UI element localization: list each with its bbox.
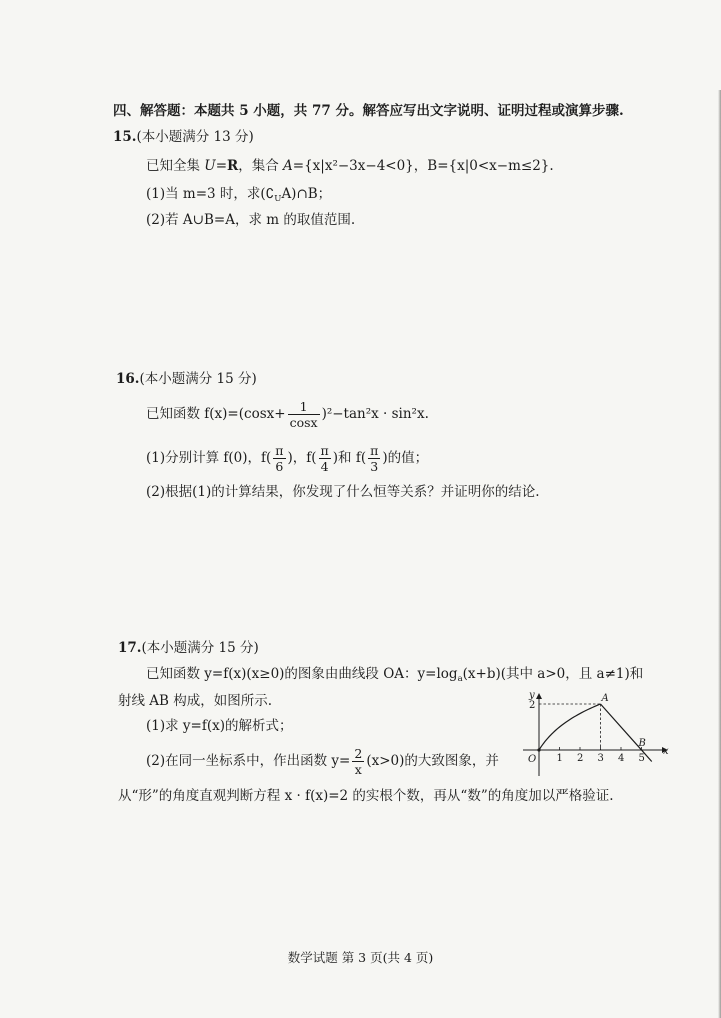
section-header-text: 四、解答题：本题共 5 小题，共 77 分。解答应写出文字说明、证明过程或演算步骤. [113,103,624,119]
origin-label: O [528,754,537,765]
curve-oa [539,704,601,750]
point-o [537,748,540,751]
page-footer [0,948,721,966]
q17-part2 [146,744,499,778]
footer-text: 数学试题 第 3 页(共 4 页) [287,950,434,965]
q16-part2 [146,482,540,502]
q16-stem-pre: 已知函数 f(x)=(cosx+ [146,406,286,422]
q16-heading [116,369,257,389]
q15-heading [113,127,254,147]
q16-part2-text: (2)根据(1)的计算结果，你发现了什么恒等关系？并证明你的结论. [146,484,540,500]
q17-score: (本小题满分 15 分) [141,640,259,656]
x-tick-label-1: 1 [556,753,563,764]
q15-stem [146,156,554,176]
q17-frac-den: x [354,762,362,777]
q17-line1 [146,664,643,684]
q16-frac-num: 1 [288,399,320,415]
q15-score: (本小题满分 13 分) [136,129,254,145]
q16-pi4-num: π [320,443,329,458]
q16-part1-pre: (1)分别计算 f(0)，f( [146,450,272,466]
x-tick-label-2: 2 [577,753,584,764]
q17-line2-text: 射线 AB 构成，如图所示. [118,693,273,709]
q16-frac-den: cosx [289,415,318,430]
q15-stem-r: R [227,158,239,174]
q16-pi6-num: π [275,443,284,458]
q17-line2 [118,691,272,711]
q15-part2-text: (2)若 A∪B=A，求 m 的取值范围. [146,212,356,228]
q16-part1-mid2: )和 f( [332,450,367,466]
q17-line1-text: 已知函数 y=f(x)(x≥0)的图象由曲线段 OA：y=log [146,666,458,682]
q16-frac-pi4 [319,443,331,474]
q17-part2-pre: (2)在同一坐标系中，作出函数 y= [146,753,351,769]
q17-part1-text: (1)求 y=f(x)的解析式； [146,718,293,734]
q15-part2 [146,210,355,230]
q17-line1-sub: a [457,674,463,684]
q17-last-line [118,786,614,806]
q17-part2-post: (x>0)的大致图象，并 [366,753,499,769]
q16-stem [146,397,429,431]
y-axis-label: y [529,690,535,701]
x-tick-label-4: 4 [618,753,625,764]
q17-frac-num: 2 [354,746,363,761]
q16-number: 16. [116,371,140,387]
q15-stem-pre: 已知全集 [146,158,205,174]
q16-part1 [146,441,428,475]
q16-part1-end: )的值； [382,450,429,466]
x-tick-label-3: 3 [597,753,604,764]
q15-part1-end: A)∩B； [281,186,332,202]
q17-line1-end: (x+b)(其中 a>0，且 a≠1)和 [462,666,644,682]
point-b-label: B [638,738,646,749]
q17-number: 17. [118,640,142,656]
q16-pi3-den: 3 [370,459,379,474]
q16-stem-post: )²−tan²x · sin²x. [321,406,429,422]
point-a-label: A [601,693,609,704]
section-header [113,101,624,121]
q16-frac-pi3 [368,443,380,474]
q15-stem-eq: = [215,158,227,174]
q16-pi4-den: 4 [320,459,329,474]
q15-part1 [146,184,331,204]
q16-score: (本小题满分 15 分) [139,371,257,387]
q17-heading [118,638,259,658]
x-axis-label: x [663,746,669,757]
q15-stem-sets: ={x|x²−3x−4<0}，B={x|0<x−m≤2}. [292,158,554,174]
q15-stem-u: U [204,158,216,174]
x-tick-label-5: 5 [638,753,645,764]
q15-part1-sub: U [274,194,282,204]
q15-stem-a: A [283,158,293,174]
q16-frac-pi6 [273,443,285,474]
q15-stem-mid: ，集合 [238,158,284,174]
q17-last-line-text: 从“形”的角度直观判断方程 x · f(x)=2 的实根个数，再从“数”的角度加以严格验证. [118,788,614,804]
q16-fraction [288,399,320,430]
q16-part1-mid1: )，f( [287,450,317,466]
q15-number: 15. [113,129,137,145]
q15-part1-text: (1)当 m=3 时，求(∁ [146,186,275,202]
q16-pi6-den: 6 [275,459,284,474]
q17-part1 [146,716,293,736]
q16-pi3-num: π [370,443,379,458]
q17-fraction [352,746,364,777]
y-tick-label: 2 [529,700,536,711]
function-graph [515,688,675,780]
